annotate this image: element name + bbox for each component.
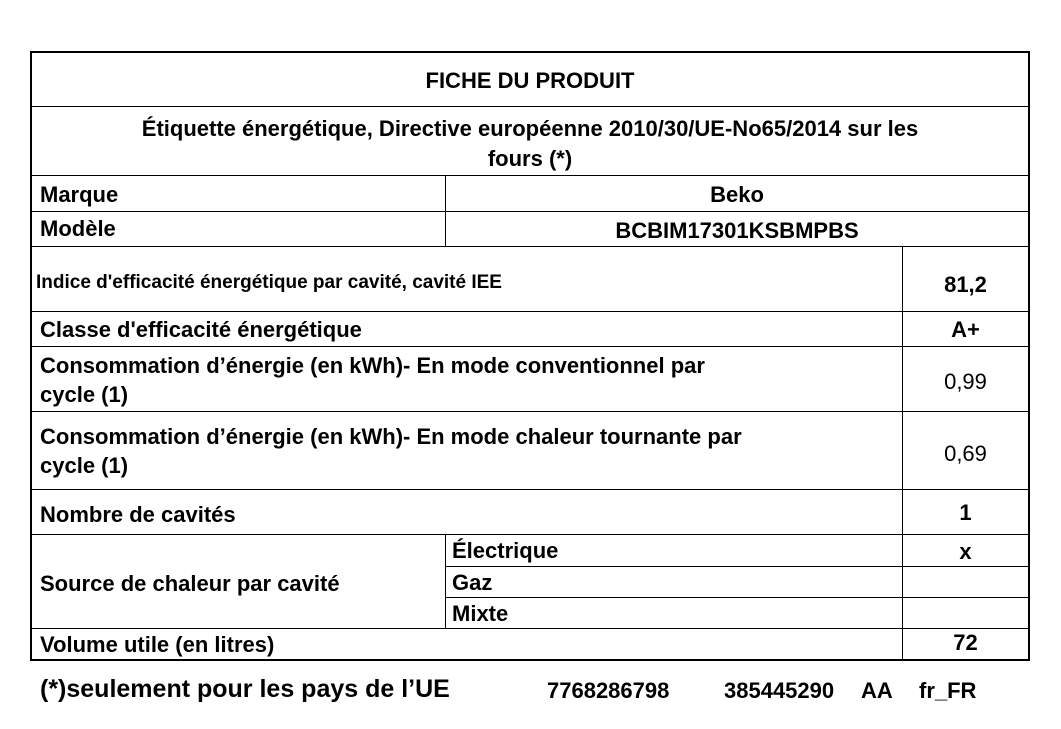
- heat-source-gas-label: Gaz: [452, 570, 493, 595]
- row-divider: [30, 534, 1030, 535]
- footer-code-3: AA: [861, 678, 893, 703]
- table-border-right: [1028, 51, 1030, 661]
- sub-row-divider: [446, 597, 1030, 598]
- row-divider: [30, 211, 1030, 212]
- heat-source-electric-label: Électrique: [452, 538, 559, 563]
- footer-code-2: 385445290: [724, 678, 835, 703]
- footer-code-1: 7768286798: [547, 678, 670, 703]
- consumption-conventional-label-2: cycle (1): [40, 382, 129, 407]
- footer-locale: fr_FR: [919, 678, 977, 703]
- column-divider: [445, 534, 446, 628]
- footer-eu-note: (*)seulement pour les pays de l’UE: [40, 675, 450, 703]
- consumption-fan-label-2: cycle (1): [40, 453, 129, 478]
- brand-label: Marque: [40, 182, 119, 207]
- consumption-conventional-label-1: Consommation d’énergie (en kWh)- En mode conventionnel par: [40, 353, 705, 378]
- volume-label: Volume utile (en litres): [40, 632, 275, 657]
- energy-class-value: A+: [951, 317, 980, 342]
- row-divider: [30, 246, 1030, 247]
- table-border-left: [30, 51, 32, 661]
- row-divider: [30, 346, 1030, 347]
- heat-source-label: Source de chaleur par cavité: [40, 571, 340, 596]
- row-divider: [30, 175, 1030, 176]
- energy-class-label: Classe d'efficacité énergétique: [40, 317, 362, 342]
- consumption-conventional-value: 0,99: [944, 369, 987, 394]
- iee-value: 81,2: [944, 272, 987, 297]
- model-value: BCBIM17301KSBMPBS: [615, 218, 859, 243]
- brand-value: Beko: [710, 182, 764, 207]
- table-border-top: [30, 51, 1030, 53]
- table-border-bottom: [30, 659, 1030, 661]
- iee-label: Indice d'efficacité énergétique par cavité, cavité IEE: [36, 272, 502, 293]
- volume-value: 72: [953, 630, 978, 655]
- model-label: Modèle: [40, 216, 116, 241]
- heat-source-mixed-label: Mixte: [452, 601, 509, 626]
- sub-row-divider: [446, 566, 1030, 567]
- directive-line-1: Étiquette énergétique, Directive européenne 2010/30/UE-No65/2014 sur les: [141, 116, 919, 141]
- cavities-label: Nombre de cavités: [40, 502, 236, 527]
- row-divider: [30, 411, 1030, 412]
- cavities-value: 1: [959, 500, 972, 525]
- row-divider: [30, 489, 1030, 490]
- directive-line-2: fours (*): [487, 146, 573, 171]
- heat-source-electric-value: x: [959, 539, 972, 564]
- page-title: FICHE DU PRODUIT: [425, 68, 635, 93]
- row-divider: [30, 311, 1030, 312]
- consumption-fan-value: 0,69: [944, 441, 987, 466]
- row-divider: [30, 106, 1030, 107]
- row-divider: [30, 628, 1030, 629]
- consumption-fan-label-1: Consommation d’énergie (en kWh)- En mode chaleur tournante par: [40, 424, 742, 449]
